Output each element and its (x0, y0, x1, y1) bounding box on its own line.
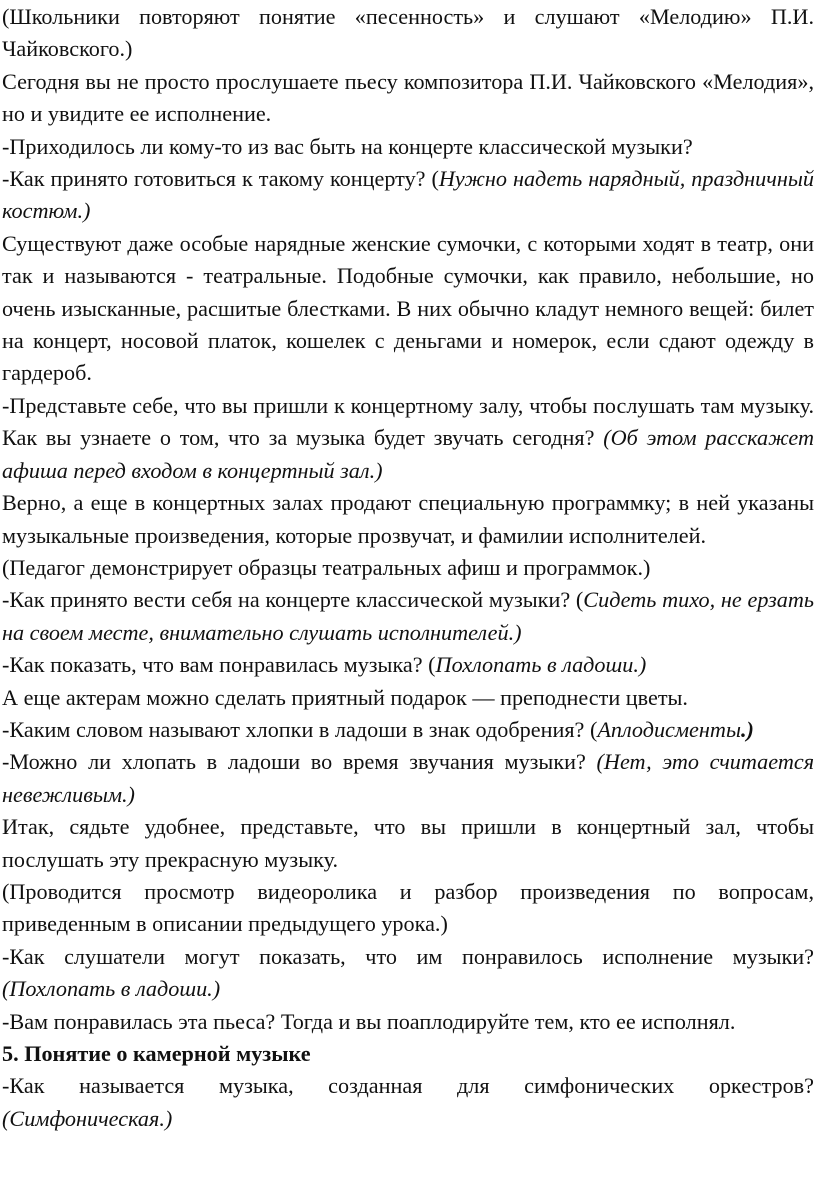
answer-italic: (Об этом расскажет афиша перед входом в концертный зал.) (2, 425, 815, 483)
answer-italic: (Нет, это считается невежливым.) (2, 749, 815, 807)
paragraph-question-liked (2, 649, 814, 681)
text-segment: А еще актерам можно сделать приятный подарок — преподнести цветы. (2, 684, 688, 710)
text-segment: -Как слушатели могут показать, что им понравилось исполнение музыки? (2, 943, 814, 969)
answer-italic: (Симфоническая.) (2, 1105, 173, 1131)
text-segment: Итак, сядьте удобнее, представьте, что вы пришли в концертный зал, чтобы послушать эту прекрасную музыку. (2, 814, 814, 872)
paragraph-question-prepare (2, 163, 814, 228)
paragraph-question-concert (2, 131, 814, 163)
text-segment: -Как принято готовиться к такому концерту? ( (2, 166, 439, 192)
text-segment: -Как показать, что вам понравилась музыка? ( (2, 652, 436, 678)
answer-italic: Нужно надеть нарядный, праздничный костюм.) (2, 166, 814, 224)
section-heading-chamber-music (2, 1038, 814, 1070)
paragraph-question-behaviour (2, 584, 814, 649)
text-segment: Верно, а еще в концертных залах продают специальную программку; в ней указаны музыкальные произведения, которые прозвучат, и фамилии исполнителей. (2, 490, 814, 548)
heading-text: 5. Понятие о камерной музыке (2, 1041, 311, 1066)
answer-bold-italic: .) (740, 716, 754, 742)
paragraph-today-listen (2, 66, 814, 131)
answer-italic: Аплодисменты (597, 716, 741, 742)
paragraph-question-poster (2, 390, 814, 487)
text-segment: (Педагог демонстрирует образцы театральных афиш и программок.) (2, 554, 651, 580)
answer-italic: (Похлопать в ладоши.) (2, 976, 221, 1002)
paragraph-teacher-demo (2, 552, 814, 584)
text-segment: Существуют даже особые нарядные женские сумочки, с которыми ходят в театр, они так и называются - театральные. Подобные сумочки, как правило, небольшие, но очень изысканные, расшитые блестками. В них обычно кладут немного вещей: билет на концерт, носовой платок, кошелек с деньгами и номерок, если сдают одежду в гардероб. (2, 230, 814, 386)
text-segment: -Представьте себе, что вы пришли к концертному залу, чтобы послушать там музыку. Как вы узнаете о том, что за музыка будет звучать сегодня? (2, 392, 814, 451)
paragraph-question-symphonic (2, 1070, 814, 1135)
text-segment: Сегодня вы не просто прослушаете пьесу композитора П.И. Чайковского «Мелодия», но и увидите ее исполнение. (2, 68, 814, 127)
answer-italic: Сидеть тихо, не ерзать на своем месте, внимательно слушать исполнителей.) (2, 587, 814, 645)
paragraph-theatre-bags (2, 228, 814, 390)
paragraph-applaud (2, 1006, 814, 1038)
text-segment: (Школьники повторяют понятие «песенность» и слушают «Мелодию» П.И. Чайковского.) (2, 4, 814, 62)
paragraph-video-review (2, 876, 814, 941)
answer-italic: Похлопать в ладоши.) (435, 652, 647, 678)
text-segment: -Приходилось ли кому-то из вас быть на концерте классической музыки? (2, 133, 693, 159)
paragraph-question-applause (2, 714, 814, 746)
paragraph-review-intro (2, 1, 814, 66)
paragraph-flowers (2, 682, 814, 714)
paragraph-program (2, 487, 814, 552)
paragraph-question-listeners (2, 941, 814, 1006)
paragraph-question-clap-during (2, 746, 814, 811)
text-segment: -Как принято вести себя на концерте классической музыки? ( (2, 587, 584, 613)
text-segment: -Вам понравилась эта пьеса? Тогда и вы поаплодируйте тем, кто ее исполнял. (2, 1008, 736, 1034)
text-segment: -Каким словом называют хлопки в ладоши в знак одобрения? ( (2, 716, 598, 742)
text-segment: -Можно ли хлопать в ладоши во время звучания музыки? (2, 749, 597, 775)
paragraph-sit-comfortably (2, 811, 814, 876)
text-segment: -Как называется музыка, созданная для симфонических оркестров? (2, 1073, 814, 1099)
text-segment: (Проводится просмотр видеоролика и разбор произведения по вопросам, приведенным в описании предыдущего урока.) (2, 878, 814, 937)
